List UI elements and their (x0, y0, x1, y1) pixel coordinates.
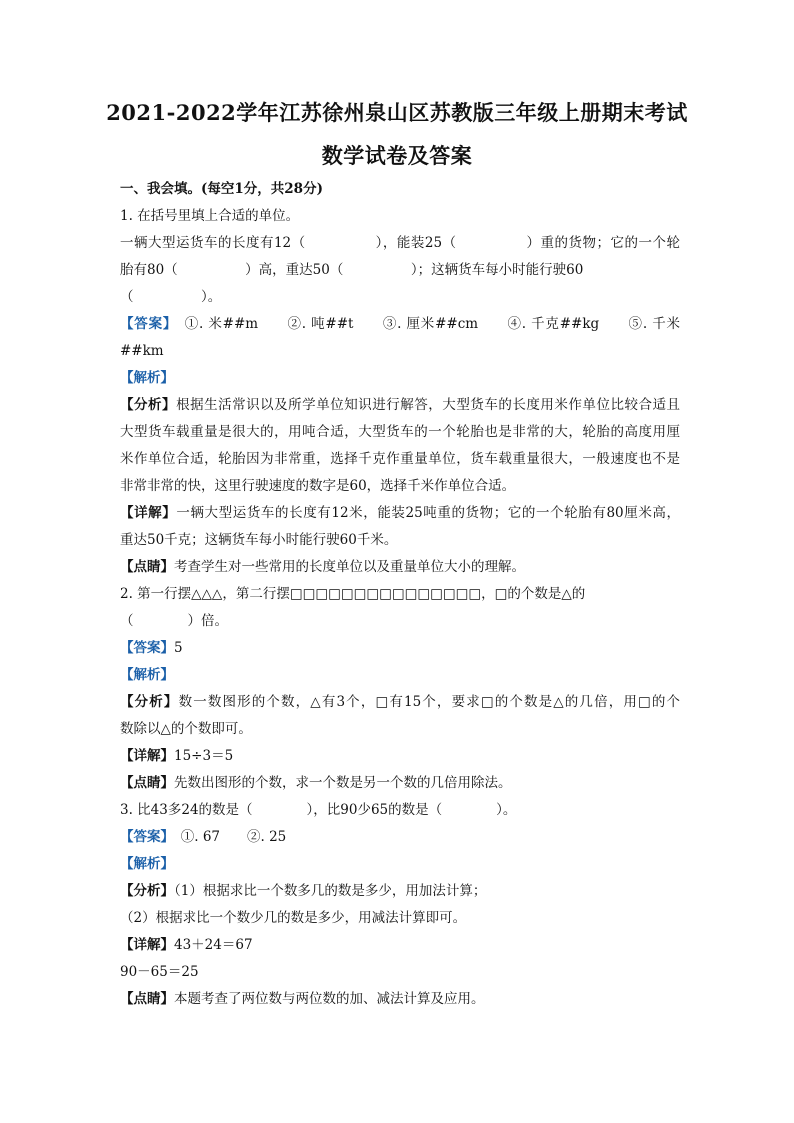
q1-text-line: 胎有80（ ）高，重达50（ ）；这辆货车每小时能行驶60 (120, 262, 584, 278)
q2-comment-text: 先数出图形的个数，求一个数是另一个数的几倍用除法。 (174, 775, 512, 791)
q3-comment (120, 986, 680, 1013)
q1-analysis-text: 根据生活常识以及所学单位知识进行解答，大型货车的长度用米作单位比较合适且 (176, 397, 681, 413)
q3-analysis-header: 【解析】 (120, 856, 174, 872)
answer-tag: 【答案】 (120, 316, 171, 332)
q1-answer-text: ①. 米##m ②. 吨##t ③. 厘米##cm ④. 千克##kg ⑤. 千米 (170, 316, 680, 332)
q1-stem: 1. 在括号里填上合适的单位。 (120, 208, 300, 224)
q1-detail (120, 500, 680, 527)
answer-tag: 【答案】 (120, 640, 174, 656)
q1-analysis-header: 【解析】 (120, 370, 174, 386)
q1-detail-line: 重达50千克；这辆货车每小时能行驶60千米。 (120, 532, 398, 548)
q1-analysis-line: 米作单位合适，轮胎因为非常重，选择千克作重量单位，货车载重量很大，一般速度也不是 (120, 451, 680, 467)
q1-text-line: （ ）。 (120, 289, 222, 305)
comment-tag: 【点睛】 (120, 559, 174, 575)
q1-analysis (120, 392, 680, 419)
q3-stem: 3. 比43多24的数是（ ），比90少65的数是（ ）。 (120, 802, 517, 818)
q2-analysis-header: 【解析】 (120, 667, 174, 683)
q2-comment (120, 770, 680, 797)
analysis-tag: 【分析】 (120, 397, 177, 413)
q1-detail-text: 一辆大型运货车的长度有12米，能装25吨重的货物；它的一个轮胎有80厘米高， (176, 505, 680, 521)
q1-comment (120, 554, 680, 581)
answer-tag: 【答案】 (120, 829, 168, 845)
q3-answer (120, 824, 680, 851)
q1-text-line: 一辆大型运货车的长度有12（ ），能装25（ ）重的货物；它的一个轮 (120, 235, 680, 251)
q1-comment-text: 考查学生对一些常用的长度单位以及重量单位大小的理解。 (174, 559, 525, 575)
q2-answer (120, 635, 680, 662)
q2-analysis-text: 数一数图形的个数，△有3个，□有15个，要求□的个数是△的几倍，用□的个 (178, 694, 681, 710)
comment-tag: 【点睛】 (120, 775, 174, 791)
q2-detail (120, 743, 680, 770)
q2-analysis (120, 689, 680, 716)
document-title: 2021-2022学年江苏徐州泉山区苏教版三年级上册期末考试 (106, 100, 688, 125)
q3-detail-line: 90－65＝25 (120, 964, 199, 980)
q1-analysis-line: 大型货车载重量是很大的，用吨合适，大型货车的一个轮胎也是非常的大，轮胎的高度用厘 (120, 424, 680, 440)
q3-analysis-text: （1）根据求比一个数多几的数是多少，用加法计算； (174, 883, 487, 899)
q2-answer-text: 5 (174, 640, 183, 656)
detail-tag: 【详解】 (120, 937, 174, 953)
q3-detail-text: 43＋24＝67 (174, 937, 253, 953)
q2-detail-text: 15÷3＝5 (174, 748, 234, 764)
q3-answer-text: ①. 67 ②. 25 (167, 829, 287, 845)
q3-analysis (120, 878, 680, 905)
q2-stem: 2. 第一行摆△△△，第二行摆□□□□□□□□□□□□□□□，□的个数是△的 (120, 586, 586, 602)
q2-stem-line: （ ）倍。 (120, 613, 228, 629)
document-body (120, 176, 680, 1013)
q3-comment-text: 本题考查了两位数与两位数的加、减法计算及应用。 (174, 991, 485, 1007)
section-heading: 一、我会填。(每空1分，共28分) (120, 181, 323, 197)
analysis-tag: 【分析】 (120, 883, 174, 899)
q1-analysis-line: 非常非常的快，这里行驶速度的数字是60，选择千米作单位合适。 (120, 478, 516, 494)
comment-tag: 【点睛】 (120, 991, 174, 1007)
q3-analysis-line: （2）根据求比一个数少几的数是多少，用减法计算即可。 (120, 910, 467, 926)
document-subtitle: 数学试卷及答案 (321, 143, 473, 168)
q2-analysis-line: 数除以△的个数即可。 (120, 721, 252, 737)
q1-answer (120, 311, 680, 338)
analysis-tag: 【分析】 (120, 694, 179, 710)
detail-tag: 【详解】 (120, 505, 177, 521)
q3-detail (120, 932, 680, 959)
q1-answer-cont: ##km (120, 343, 164, 359)
detail-tag: 【详解】 (120, 748, 174, 764)
